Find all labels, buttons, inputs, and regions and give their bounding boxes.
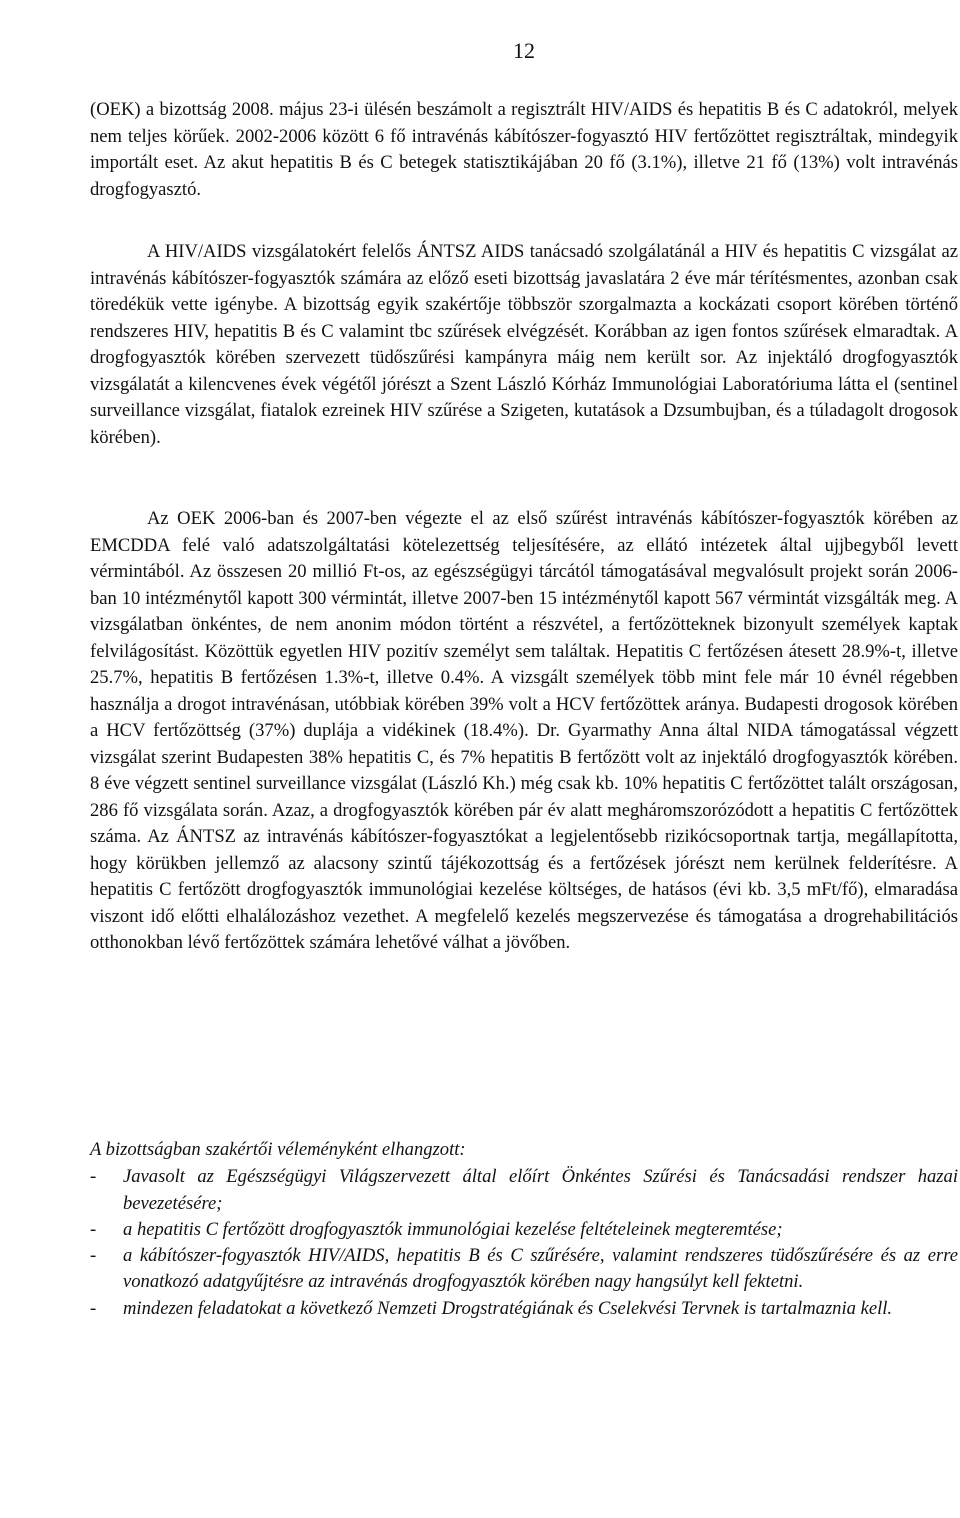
list-item — [90, 1217, 958, 1243]
paragraph-1: (OEK) a bizottság 2008. május 23-i ülésén beszámolt a regisztrált HIV/AIDS és hepatitis B és C adatokról, melyek nem teljes körűek. 2002-2006 között 6 fő intravénás kábítószer-fogyasztó HIV fertőzöttet regisztráltak, mindegyik importált eset. Az akut hepatitis B és C betegek statisztikájában 20 fő (3.1%), illetve 21 fő (13%) volt intravénás drogfogyasztó. — [90, 99, 958, 200]
paragraph-2: A HIV/AIDS vizsgálatokért felelős ÁNTSZ AIDS tanácsadó szolgálatánál a HIV és hepatitis C vizsgálat az intravénás kábítószer-fogyasztók számára az előző eseti bizottság javaslatára 2 éve már térítésmentes, azonban csak töredékük vette igénybe. A bizottság egyik szakértője többször szorgalmazta a kockázati csoport körében történő rendszeres HIV, hepatitis B és C valamint tbc szűrések elvégzését. Korábban az igen fontos szűrések elmaradtak. A drogfogyasztók körében szervezett tüdőszűrési kampányra máig nem került sor. Az injektáló drogfogyasztók vizsgálatát a kilencvenes évek végétől jórészt a Szent László Kórház Immunológiai Laboratóriuma látta el (sentinel surveillance vizsgálat, fiatalok ezreinek HIV szűrése a Szigeten, kutatások a Dzsumbujban, és a túladagolt drogosok körében). — [90, 241, 958, 448]
list-item — [90, 1243, 958, 1296]
list-item — [90, 1296, 958, 1322]
list-item-text: mindezen feladatokat a következő Nemzeti Drogstratégiának és Cselekvési Tervnek is tartalmaznia kell. — [123, 1297, 893, 1319]
list-dash: - — [90, 1218, 97, 1240]
expert-opinion-list — [90, 1164, 958, 1322]
list-item — [90, 1164, 958, 1217]
expert-opinion-heading: A bizottságban szakértői véleményként elhangzott: — [90, 1139, 466, 1160]
expert-opinion-section — [90, 1137, 958, 1322]
list-item-text: Javasolt az Egészségügyi Világszervezett által előírt Önkéntes Szűrési és Tanácsadási rendszer hazai bevezetésére; — [123, 1166, 958, 1214]
list-dash: - — [90, 1166, 97, 1188]
list-item-text: a hepatitis C fertőzött drogfogyasztók immunológiai kezelése feltételeinek megteremtése; — [123, 1218, 783, 1240]
paragraph-3: Az OEK 2006-ban és 2007-ben végezte el az első szűrést intravénás kábítószer-fogyasztók körében az EMCDDA felé való adatszolgáltatási kötelezettség teljesítésére, az ellátó intézetek által ujjbegyből levett vérmintából. Az összesen 20 millió Ft-os, az egészségügyi tárcától támogatásával megvalósult projekt során 2006-ban 10 intézménytől kapott 300 vérmintát, illetve 2007-ben 15 intézménytől kapott 567 vérmintát vizsgálták meg. A vizsgálatban önkéntes, de nem anonim módon történt a részvétel, a fertőzötteknek bizonyult személyek kaptak felvilágosítást. Közöttük egyetlen HIV pozitív személyt sem találtak. Hepatitis C fertőzésen átesett 28.9%-t, illetve 25.7%, hepatitis B fertőzésen 1.3%-t, illetve 0.4%. A vizsgált személyek több mint fele már 10 évnél régebben használja a drogot intravénásan, utóbbiak körében 39% volt a HCV fertőzöttek aránya. Budapesti drogosok körében a HCV fertőzöttség (37%) duplája a vidékinek (18.4%). Dr. Gyarmathy Anna által NIDA támogatással végzett vizsgálat szerint Budapesten 38% hepatitis C, és 7% hepatitis B fertőzött volt az injektáló drogfogyasztók körében. 8 éve végzett sentinel surveillance vizsgálat (László Kh.) még csak kb. 10% hepatitis C fertőzöttet talált országosan, 286 fő vizsgálata során. Azaz, a drogfogyasztók körében pár év alatt megháromszorózódott a hepatitis C fertőzöttek száma. Az ÁNTSZ az intravénás kábítószer-fogyasztókat a legjelentősebb rizikócsoportnak tartja, megállapította, hogy körükben jellemző az alacsony szintű tájékozottság és a fertőzések jórészt nem kerülnek felderítésre. A hepatitis C fertőzött drogfogyasztók immunológiai kezelése költséges, de hatásos (évi kb. 3,5 mFt/fő), elmaradása viszont idő előtti elhalálozáshoz vezethet. A megfelelő kezelés megszervezése és támogatása a drogrehabilitációs otthonokban lévő fertőzöttek számára lehetővé válhat a jövőben. — [90, 508, 958, 953]
page-number: 12 — [513, 38, 535, 63]
list-dash: - — [90, 1245, 97, 1267]
list-item-text: a kábítószer-fogyasztók HIV/AIDS, hepatitis B és C szűrésére, valamint rendszeres tüdőszűrésére és az erre vonatkozó adatgyűjtésre az intravénás drogfogyasztók körében nagy hangsúlyt kell fektetni. — [123, 1245, 958, 1293]
list-dash: - — [90, 1297, 97, 1319]
